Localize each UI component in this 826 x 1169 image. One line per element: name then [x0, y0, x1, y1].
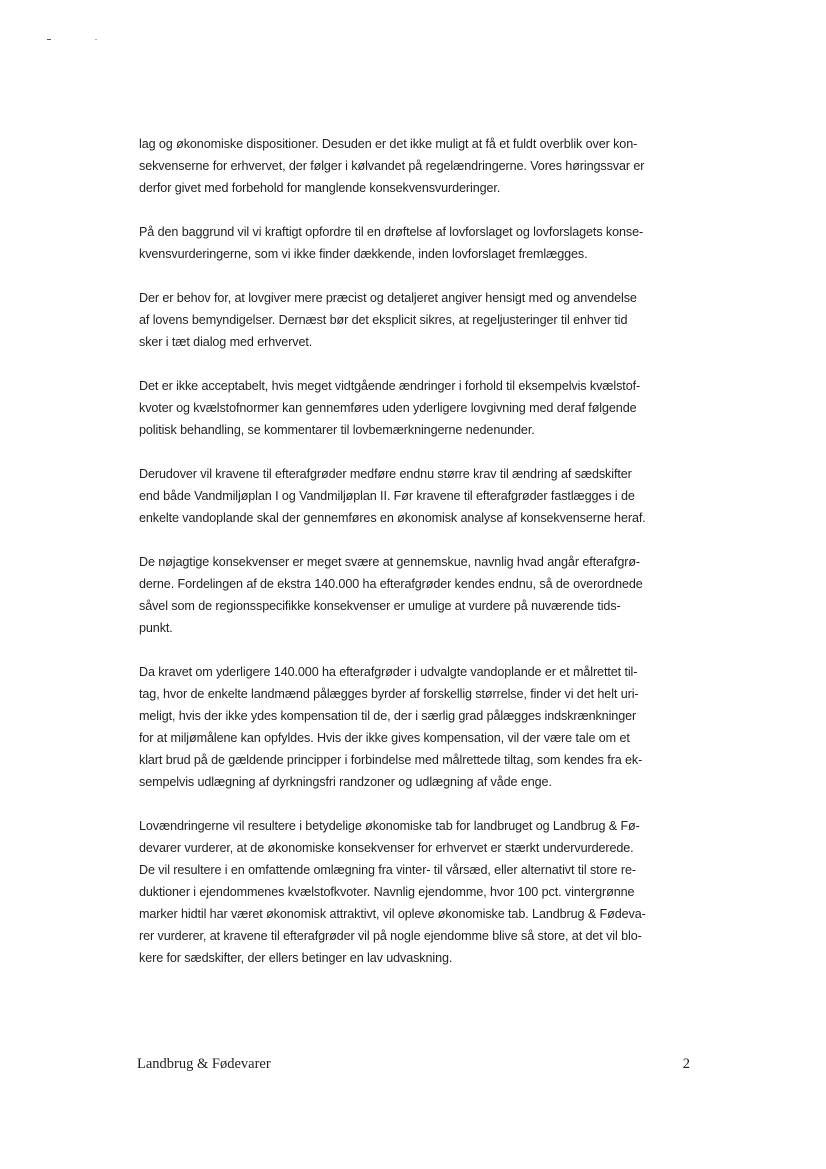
body-paragraph	[139, 661, 691, 793]
text-line: af lovens bemyndigelser. Dernæst bør det eksplicit sikres, at regeljusteringer til enhver tid	[139, 313, 628, 327]
body-paragraph	[139, 133, 691, 199]
body-paragraph	[139, 287, 691, 353]
text-line: marker hidtil har været økonomisk attraktivt, vil opleve økonomiske tab. Landbrug & Fødeva-	[139, 907, 646, 921]
scan-mark	[47, 39, 51, 40]
text-line: meligt, hvis der ikke ydes kompensation til de, der i særlig grad pålægges indskrænkninger	[139, 709, 637, 723]
text-line: tag, hvor de enkelte landmænd pålægges byrder af forskellig størrelse, finder vi det helt uri-	[139, 687, 639, 701]
scan-mark	[95, 39, 97, 40]
text-line: De nøjagtige konsekvenser er meget svære at gennemskue, navnlig hvad angår efterafgrø-	[139, 555, 641, 569]
text-line: duktioner i ejendommenes kvælstofkvoter. Navnlig ejendomme, hvor 100 pct. vintergrønne	[139, 885, 635, 899]
text-line: rer vurderer, at kravene til efterafgrøder vil på nogle ejendomme blive så store, at det vil blo-	[139, 929, 642, 943]
body-paragraph	[139, 375, 691, 441]
document-body	[139, 133, 691, 991]
text-line: devarer vurderer, at de økonomiske konsekvenser for erhvervet er stærkt undervurderede.	[139, 841, 634, 855]
text-line: Det er ikke acceptabelt, hvis meget vidtgående ændringer i forhold til eksempelvis kvælstof-	[139, 379, 641, 393]
text-line: punkt.	[139, 621, 173, 635]
text-line: På den baggrund vil vi kraftigt opfordre til en drøftelse af lovforslaget og lovforslagets konse-	[139, 225, 644, 239]
text-line: lag og økonomiske dispositioner. Desuden er det ikke muligt at få et fuldt overblik over kon-	[139, 137, 638, 151]
body-paragraph	[139, 221, 691, 265]
text-line: derfor givet med forbehold for manglende konsekvensvurderinger.	[139, 181, 501, 195]
text-line: Der er behov for, at lovgiver mere præcist og detaljeret angiver hensigt med og anvendelse	[139, 291, 637, 305]
page-footer	[137, 1054, 690, 1074]
footer-organization: Landbrug & Fødevarer	[137, 1056, 271, 1072]
text-line: enkelte vandoplande skal der gennemføres en økonomisk analyse af konsekvenserne heraf.	[139, 511, 646, 525]
body-paragraph	[139, 815, 691, 969]
text-line: sekvenserne for erhvervet, der følger i kølvandet på regelændringerne. Vores høringssvar er	[139, 159, 645, 173]
text-line: kere for sædskifter, der ellers betinger en lav udvaskning.	[139, 951, 453, 965]
page-number: 2	[682, 1056, 690, 1072]
text-line: sker i tæt dialog med erhvervet.	[139, 335, 313, 349]
body-paragraph	[139, 463, 691, 529]
text-line: klart brud på de gældende principper i forbindelse med målrettede tiltag, som kendes fra ek-	[139, 753, 643, 767]
text-line: Da kravet om yderligere 140.000 ha efterafgrøder i udvalgte vandoplande er et målrettet til-	[139, 665, 638, 679]
text-line: Derudover vil kravene til efterafgrøder medføre endnu større krav til ændring af sædskifter	[139, 467, 632, 481]
text-line: politisk behandling, se kommentarer til lovbemærkningerne nedenunder.	[139, 423, 535, 437]
text-line: kvoter og kvælstofnormer kan gennemføres uden yderligere lovgivning med deraf følgende	[139, 401, 637, 415]
text-line: De vil resultere i en omfattende omlægning fra vinter- til vårsæd, eller alternativt til store re-	[139, 863, 636, 877]
text-line: derne. Fordelingen af de ekstra 140.000 ha efterafgrøder kendes endnu, så de overordnede	[139, 577, 643, 591]
text-line: sempelvis udlægning af dyrkningsfri randzoner og udlægning af våde enge.	[139, 775, 552, 789]
text-line: såvel som de regionsspecifikke konsekvenser er umulige at vurdere på nuværende tids-	[139, 599, 621, 613]
text-line: end både Vandmiljøplan I og Vandmiljøplan II. Før kravene til efterafgrøder fastlægges i de	[139, 489, 635, 503]
text-line: for at miljømålene kan opfyldes. Hvis der ikke gives kompensation, vil der være tale om et	[139, 731, 630, 745]
text-line: Lovændringerne vil resultere i betydelige økonomiske tab for landbruget og Landbrug & Fø-	[139, 819, 640, 833]
body-paragraph	[139, 551, 691, 639]
text-line: kvensvurderingerne, som vi ikke finder dækkende, inden lovforslaget fremlægges.	[139, 247, 588, 261]
